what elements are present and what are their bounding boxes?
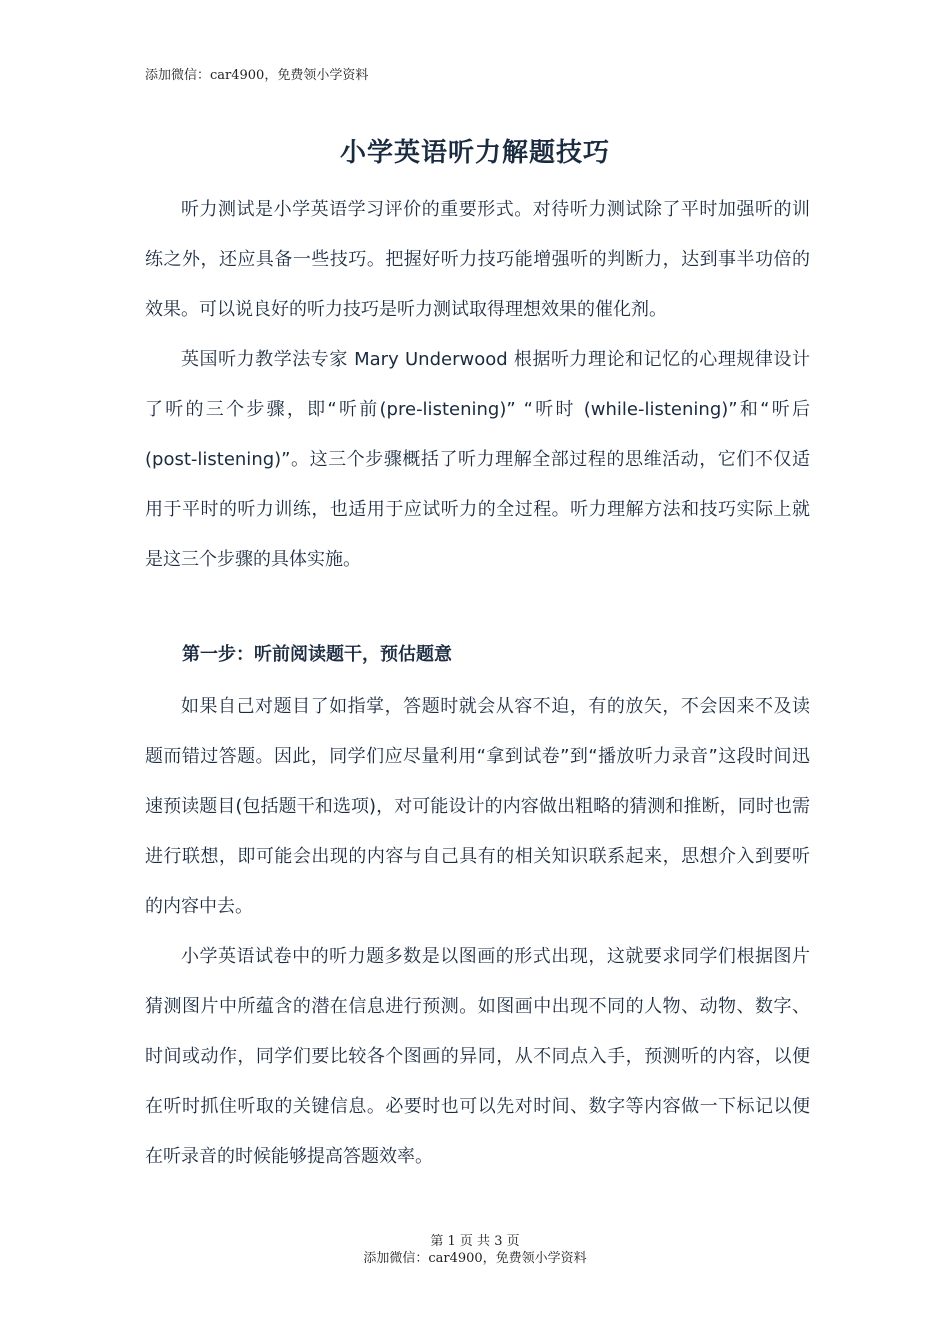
- page-title: 小学英语听力解题技巧: [339, 138, 610, 168]
- paragraph-step1: 如果自己对题目了如指掌，答题时就会从容不迫，有的放矢，不会因来不及读题而错过答题。因此，同学们应尽量利用“拿到试卷”到“播放听力录音”这段时间迅速预读题目(包括题干和选项)，对可能设计的内容做出粗略的猜测和推断，同时也需进行联想，即可能会出现的内容与自己具有的相关知识联系起来，思想介入到要听的内容中去。: [145, 696, 810, 917]
- footer-note: 添加微信：car4900，免费领小学资料: [363, 1251, 587, 1266]
- section-heading: 第一步：听前阅读题干，预估题意: [182, 644, 452, 665]
- paragraph-steps: 英国听力教学法专家 Mary Underwood 根据听力理论和记忆的心理规律设计了听的三个步骤，即“听前(pre-listening)” “听时 (while-listening)”和“听后(post-listening)”。这三个步骤概括了听力理解全部过程的思维活动，它们不仅适用于平时的听力训练，也适用于应试听力的全过程。听力理解方法和技巧实际上就是这三个步骤的具体实施。: [145, 349, 810, 570]
- header-note: 添加微信：car4900，免费领小学资料: [145, 68, 369, 83]
- page-number: 第 1 页 共 3 页: [430, 1234, 520, 1249]
- paragraph-pictures: 小学英语试卷中的听力题多数是以图画的形式出现，这就要求同学们根据图片猜测图片中所蕴含的潜在信息进行预测。如图画中出现不同的人物、动物、数字、时间或动作，同学们要比较各个图画的异同，从不同点入手，预测听的内容，以便在听时抓住听取的关键信息。必要时也可以先对时间、数字等内容做一下标记以便在听录音的时候能够提高答题效率。: [145, 946, 810, 1167]
- paragraph-intro: 听力测试是小学英语学习评价的重要形式。对待听力测试除了平时加强听的训练之外，还应具备一些技巧。把握好听力技巧能增强听的判断力，达到事半功倍的效果。可以说良好的听力技巧是听力测试取得理想效果的催化剂。: [145, 199, 810, 320]
